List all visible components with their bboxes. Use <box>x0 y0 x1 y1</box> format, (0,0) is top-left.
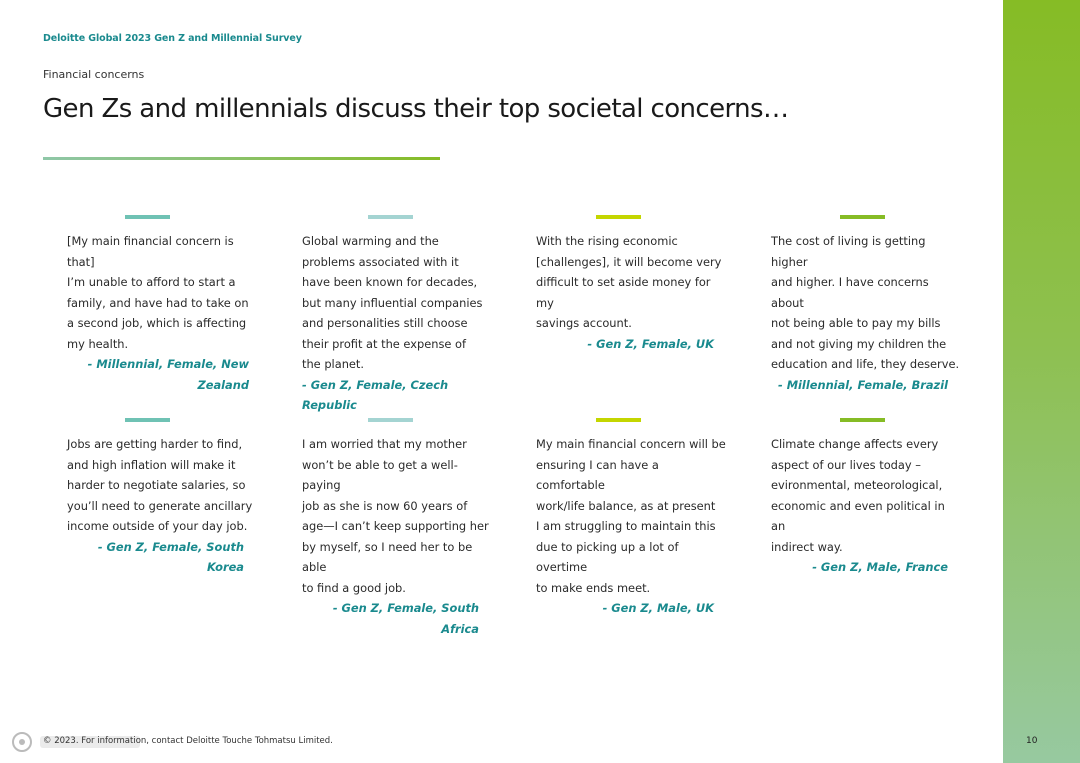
accent-bar <box>596 418 641 422</box>
quote-attribution: - Gen Z, Female, UK <box>587 336 714 351</box>
section-label: Financial concerns <box>43 68 145 81</box>
quote-attribution: - Gen Z, Female, Czech Republic <box>302 377 449 412</box>
quote-text: Global warming and the problems associated with it have been known for decades, but many influential companies and personalities still choose their profit at the expense of the planet. - Gen Z, Female, Czech Republic <box>302 231 492 416</box>
accent-bar <box>840 418 885 422</box>
quote-attribution: - Gen Z, Female, South Korea <box>97 539 244 574</box>
accent-bar <box>840 215 885 219</box>
survey-title: Deloitte Global 2023 Gen Z and Millennial Survey <box>43 33 302 44</box>
quote-text: Jobs are getting harder to find, and high inflation will make it harder to negotiate salaries, so you’ll need to generate ancillary income outside of your day job. - Gen Z, Female, South Korea <box>67 434 257 578</box>
quote-text: Climate change affects every aspect of our lives today – evironmental, meteorological, economic and even political in an indirect way. - Gen Z, Male, France <box>771 434 961 578</box>
quote-attribution: - Gen Z, Female, South Africa <box>332 601 479 636</box>
quote-text: My main financial concern will be ensuring I can have a comfortable work/life balance, as at present I am struggling to maintain this due to picking up a lot of overtime to make ends meet. - Gen Z, Male, UK <box>536 434 726 619</box>
page-title: Gen Zs and millennials discuss their top societal concerns… <box>43 94 789 124</box>
decorative-side-band <box>1003 0 1080 763</box>
accent-bar <box>368 418 413 422</box>
quote-text: [My main financial concern is that] I’m unable to afford to start a family, and have had to take on a second job, which is affecting my health. - Millennial, Female, New Zealand <box>67 231 257 395</box>
accent-bar <box>125 418 170 422</box>
footer-copyright: © 2023. For information, contact Deloitte Touche Tohmatsu Limited. <box>43 736 333 746</box>
quote-text: The cost of living is getting higher and higher. I have concerns about not being able to pay my bills and not giving my children the education and life, they deserve. - Millennial, Female, Brazil <box>771 231 961 395</box>
accent-bar <box>596 215 641 219</box>
quote-attribution: - Millennial, Female, New Zealand <box>87 357 249 392</box>
quote-text: With the rising economic [challenges], it will become very difficult to set aside money for my savings account. - Gen Z, Female, UK <box>536 231 726 354</box>
quote-attribution: - Gen Z, Male, UK <box>602 601 714 615</box>
quote-attribution: - Millennial, Female, Brazil <box>778 377 948 392</box>
title-underline <box>43 157 440 160</box>
accent-bar <box>125 215 170 219</box>
quote-text: I am worried that my mother won’t be able to get a well-paying job as she is now 60 years of age—I can’t keep supporting her by myself, so I need her to be able to find a good job. - Gen Z, Female, South Africa <box>302 434 492 639</box>
accent-bar <box>368 215 413 219</box>
quote-attribution: - Gen Z, Male, France <box>812 560 948 574</box>
page-number: 10 <box>1026 736 1038 746</box>
